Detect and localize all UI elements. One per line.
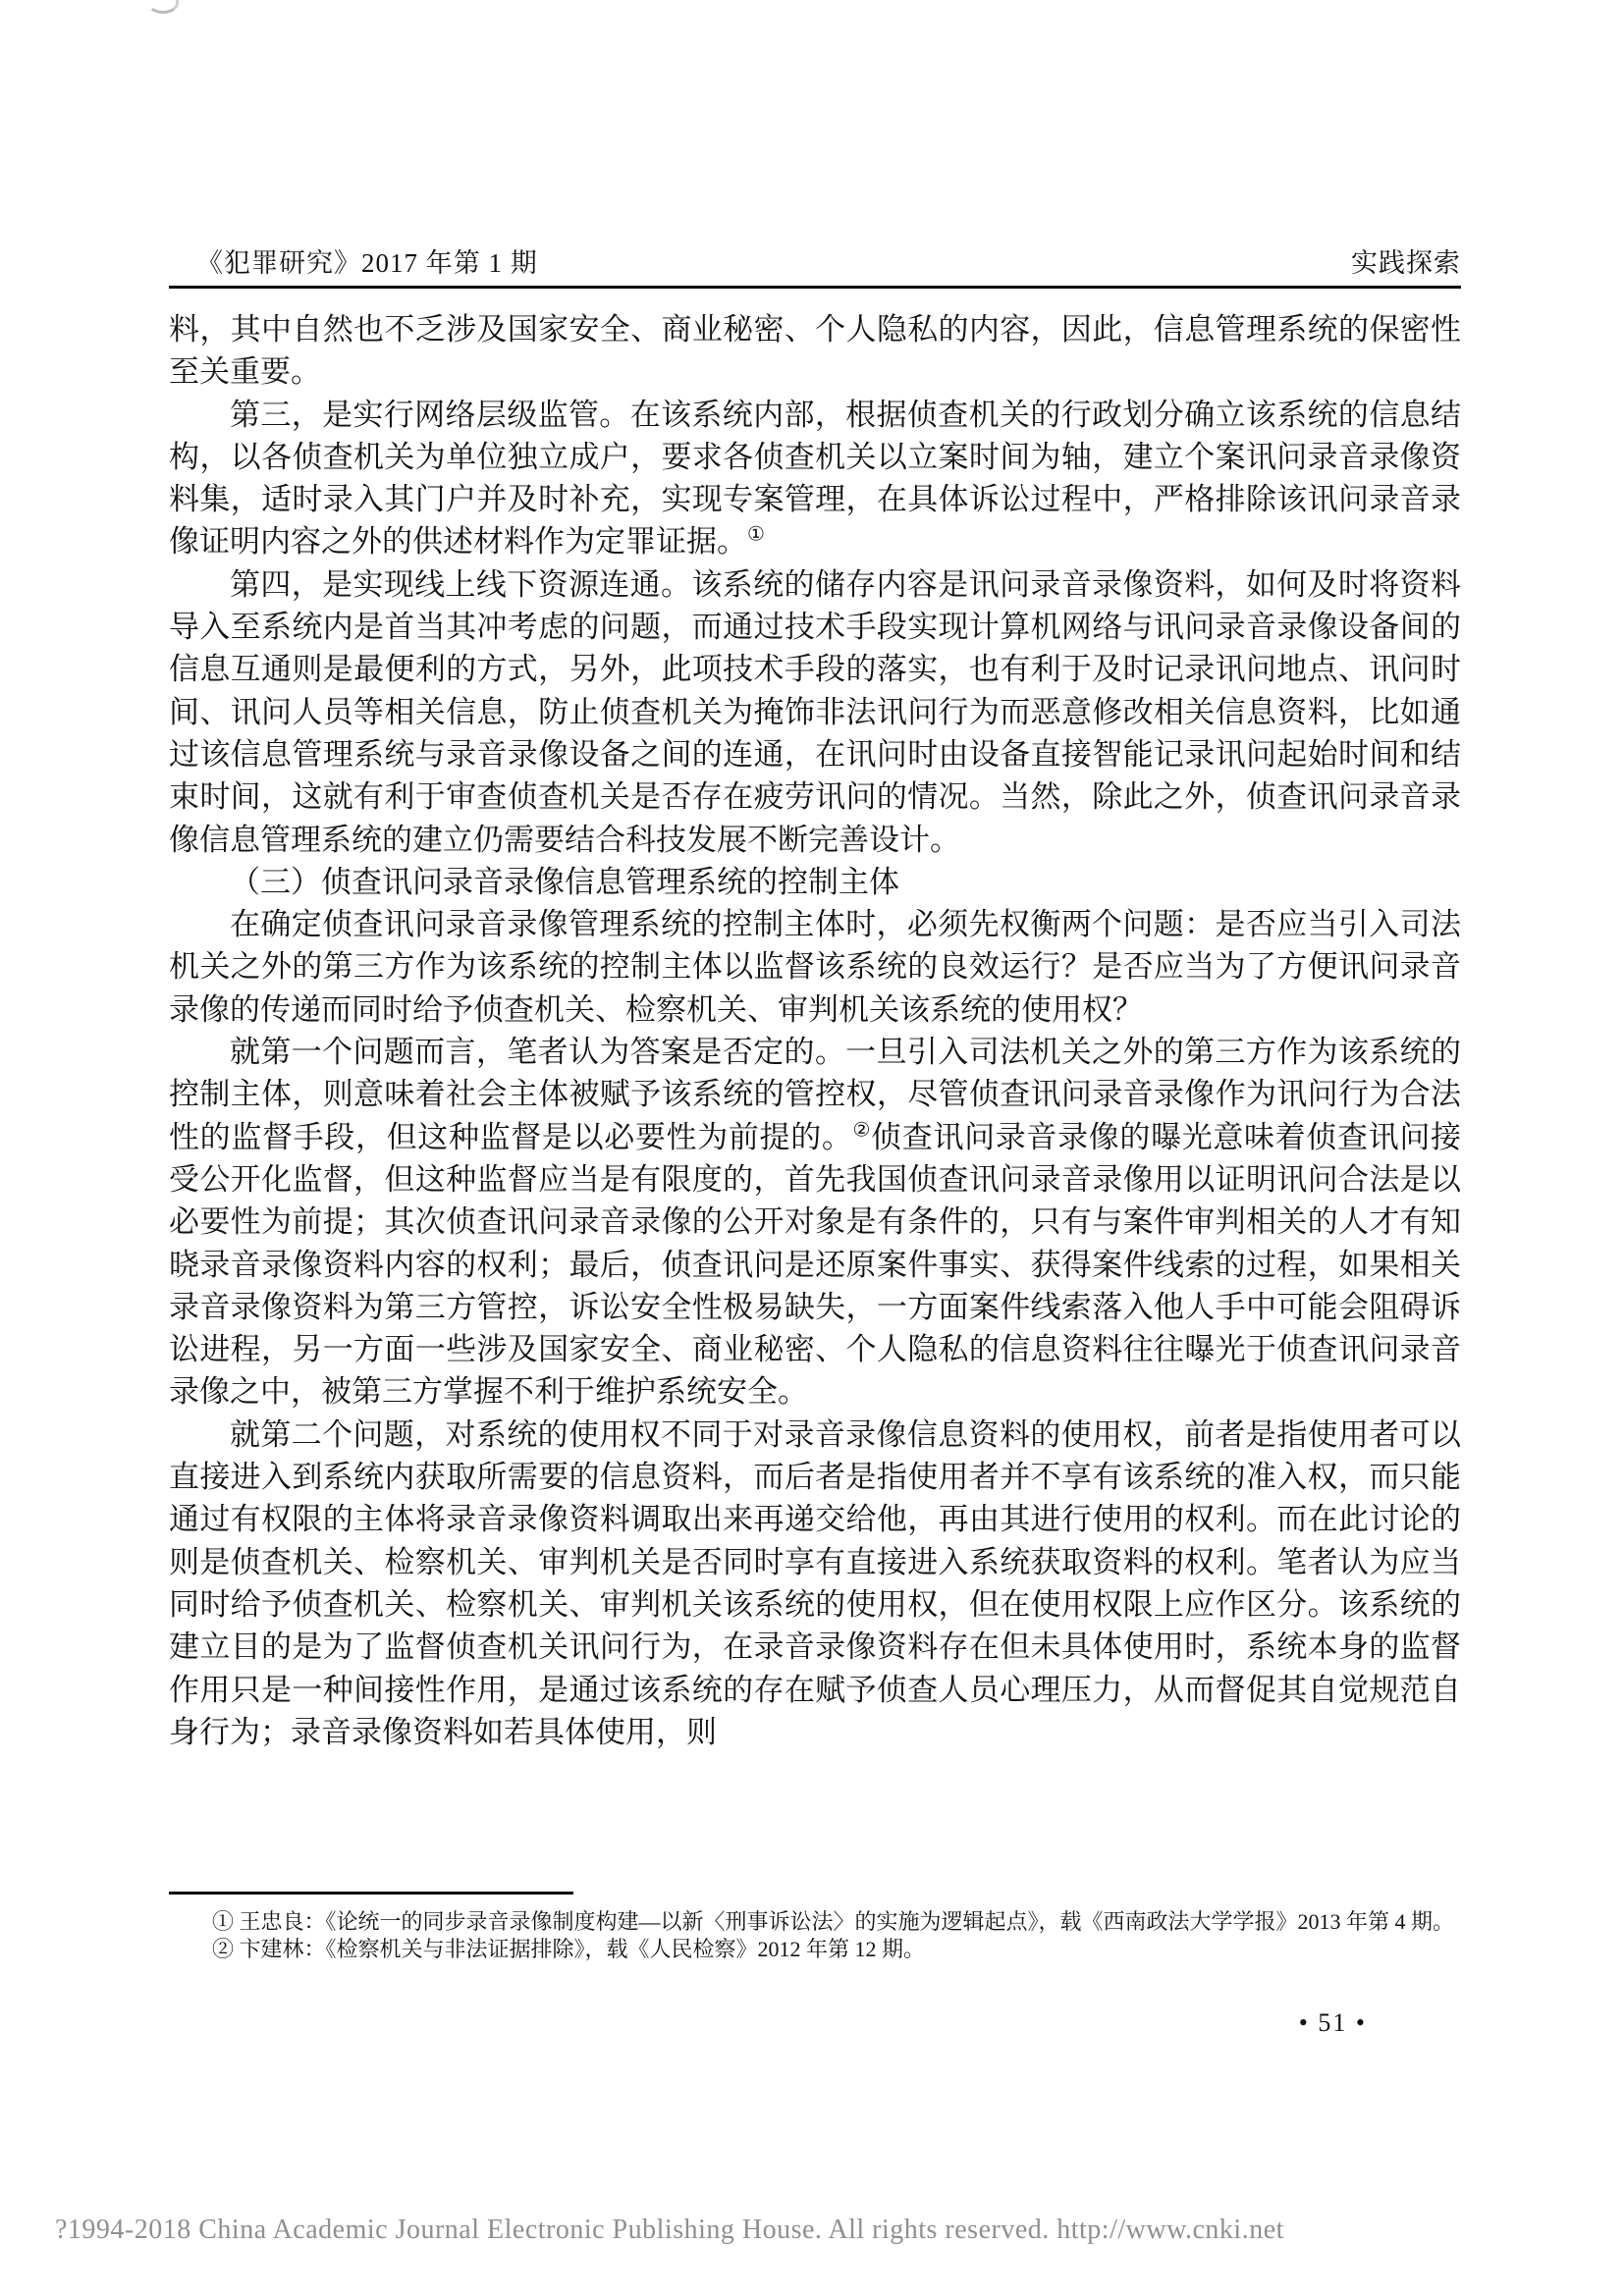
paragraph-two-questions	[169, 903, 1461, 1031]
article-body	[169, 308, 1461, 1753]
paragraph-text: 第三，是实行网络层级监管。在该系统内部，根据侦查机关的行政划分确立该系统的信息结构，以各侦查机关为单位独立成户，要求各侦查机关以立案时间为轴，建立个案讯问录音录像资料集，适时录入其门户并及时补充，实现专案管理，在具体诉讼过程中，严格排除该讯问录音录像证明内容之外的供述材料作为定罪证据。	[169, 397, 1461, 560]
paragraph-continuation	[169, 308, 1461, 394]
paragraph-text: 侦查讯问录音录像的曝光意味着侦查讯问接受公开化监督，但这种监督应当是有限度的，首先我国侦查讯问录音录像用以证明讯问合法是以必要性为前提；其次侦查讯问录音录像的公开对象是有条件的，只有与案件审判相关的人才有知晓录音录像资料内容的权利；最后，侦查讯问是还原案件事实、获得案件线索的过程，如果相关录音录像资料为第三方管控，诉讼安全性极易缺失，一方面案件线索落入他人手中可能会阻碍诉讼进程，另一方面一些涉及国家安全、商业秘密、个人隐私的信息资料往往曝光于侦查讯问录音录像之中，被第三方掌握不利于维护系统安全。	[169, 1119, 1462, 1410]
paragraph-third-point	[169, 394, 1461, 563]
paragraph-text: 就第一个问题而言，笔者认为答案是否定的。一旦引入司法机关之外的第三方作为该系统的控制主体，则意味着社会主体被赋予该系统的管控权，尽管侦查讯问录音录像作为讯问行为合法性的监督手段，但这种监督是以必要性为前提的。	[169, 1035, 1461, 1154]
footnotes	[169, 1908, 1461, 1963]
copyright-watermark: ?1994-2018 China Academic Journal Electronic Publishing House. All rights reserved. http://www.cnki.net	[55, 2215, 1284, 2245]
paragraph-text: 料，其中自然也不乏涉及国家安全、商业秘密、个人隐私的内容，因此，信息管理系统的保密性至关重要。	[169, 312, 1461, 390]
footnote-ref-2: ②	[852, 1119, 872, 1142]
paragraph-fourth-point	[169, 563, 1461, 861]
page-header	[169, 241, 1461, 280]
footnote-ref-1: ①	[747, 524, 765, 547]
paragraph-text: 第四，是实现线上线下资源连通。该系统的储存内容是讯问录音录像资料，如何及时将资料导入至系统内是首当其冲考虑的问题，而通过技术手段实现计算机网络与讯问录音录像设备间的信息互通则是最便利的方式，另外，此项技术手段的落实，也有利于及时记录讯问地点、讯问时间、讯问人员等相关信息，防止侦查机关为掩饰非法讯问行为而恶意修改相关信息资料，比如通过该信息管理系统与录音录像设备之间的连通，在讯问时由设备直接智能记录讯问起始时间和结束时间，这就有利于审查侦查机关是否存在疲劳讯问的情况。当然，除此之外，侦查讯问录音录像信息管理系统的建立仍需要结合科技发展不断完善设计。	[169, 566, 1461, 857]
page-number: • 51 •	[1298, 2008, 1367, 2037]
scan-artifact	[147, 0, 179, 14]
heading-text: （三）侦查讯问录音录像信息管理系统的控制主体	[230, 864, 899, 899]
header-rule	[169, 286, 1461, 289]
footnote-item-1: ① 王忠良：《论统一的同步录音录像制度构建—以新〈刑事诉讼法〉的实施为逻辑起点》，载《西南政法大学学报》2013 年第 4 期。	[212, 1909, 1455, 1934]
subsection-heading	[169, 861, 1461, 903]
footnote-item-2: ② 卞建林：《检察机关与非法证据排除》，载《人民检察》2012 年第 12 期。	[212, 1937, 926, 1961]
paragraph-second-question	[169, 1414, 1461, 1753]
paragraph-first-question	[169, 1031, 1461, 1414]
footnote-separator	[169, 1892, 573, 1895]
section-label: 实践探索	[1351, 248, 1461, 278]
journal-issue-label: 《犯罪研究》2017 年第 1 期	[196, 248, 538, 278]
paragraph-text: 在确定侦查讯问录音录像管理系统的控制主体时，必须先权衡两个问题：是否应当引入司法机关之外的第三方作为该系统的控制主体以监督该系统的良效运行？是否应当为了方便讯问录音录像的传递而同时给予侦查机关、检察机关、审判机关该系统的使用权？	[169, 907, 1461, 1027]
paragraph-text: 就第二个问题，对系统的使用权不同于对录音录像信息资料的使用权，前者是指使用者可以直接进入到系统内获取所需要的信息资料，而后者是指使用者并不享有该系统的准入权，而只能通过有权限的主体将录音录像资料调取出来再递交给他，再由其进行使用的权利。而在此讨论的则是侦查机关、检察机关、审判机关是否同时享有直接进入系统获取资料的权利。笔者认为应当同时给予侦查机关、检察机关、审判机关该系统的使用权，但在使用权限上应作区分。该系统的建立目的是为了监督侦查机关讯问行为，在录音录像资料存在但未具体使用时，系统本身的监督作用只是一种间接性作用，是通过该系统的存在赋予侦查人员心理压力，从而督促其自觉规范自身行为；录音录像资料如若具体使用，则	[169, 1416, 1461, 1749]
